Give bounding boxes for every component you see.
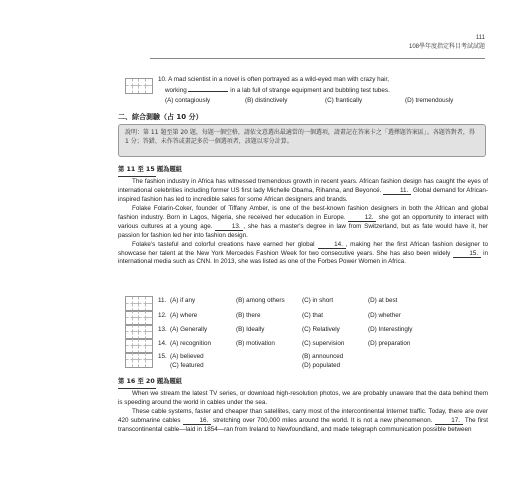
passage-paragraph: These cable systems, faster and cheaper than satellites, carry most of the intercontinental Internet traffic. Today, there are over 420 submarine cables 16. stretching over 700,000 miles around the world. It is not a new phenomenon. 17. The first transcontinental cable—laid in 1854—ran from Ireland to Newfoundland, and made telegraph communication possible between: [118, 407, 489, 433]
q11-option-d: (D) at best: [368, 297, 398, 304]
q12-option-a: (A) where: [170, 312, 198, 319]
passage-paragraph: When we stream the latest TV series, or download high-resolution photos, we are probably unaware that the data behind them is speeding around the world in cables under the sea.: [118, 390, 488, 406]
q14-option-a: (A) recognition: [170, 340, 211, 347]
q12-number: 12.: [158, 312, 167, 319]
q14-number: 14.: [158, 340, 167, 347]
q15-options-row2: [170, 362, 500, 371]
instructions-box: 說明：第 11 題至第 20 題，每題一個空格，請依文意選出最適當的一個選項，請畫記在答案卡之「選擇題答案區」。各題答對者，得 1 分；答錯、未作答或畫記多於一個選項者，該題以零分計算。: [118, 124, 486, 157]
q13-option-c: (C) Relatively: [302, 326, 340, 333]
blank-14: 14.: [318, 241, 346, 250]
page-header: [355, 35, 485, 52]
q11-option-b: (B) among others: [236, 297, 285, 304]
q15-number: 15.: [158, 353, 167, 360]
q11-option-a: (A) if any: [170, 297, 196, 304]
blank-12: 12.: [348, 214, 376, 223]
passage-11-15: [118, 178, 488, 267]
q13-option-d: (D) Interestingly: [368, 326, 413, 333]
answer-box: [125, 78, 153, 94]
q10-text-before: working: [165, 86, 187, 94]
blank-15: 15.: [453, 250, 481, 259]
q11-option-c: (C) in short: [302, 297, 334, 304]
q10-text-after: in a lab full of strange equipment and bubbling test tubes.: [230, 86, 390, 94]
q13-option-a: (A) Generally: [170, 326, 208, 333]
section-title: 二、綜合測驗（占 10 分）: [118, 113, 203, 121]
blank-17: 17.: [435, 417, 463, 426]
q10-lead: 10. A mad scientist in a novel is often portrayed as a wild-eyed man with crazy hair,: [158, 76, 390, 83]
group-title-16-20: 第 16 至 20 題為題組: [118, 378, 182, 389]
q14-option-b: (B) motivation: [236, 340, 275, 347]
q10-blank: [188, 85, 228, 92]
q10-option-d: (D) tremendously: [405, 96, 454, 104]
q12-options: [170, 312, 500, 321]
q10-option-a: (A) contagiously: [165, 96, 211, 104]
page-number: 111: [475, 35, 485, 41]
q12-option-c: (C) that: [302, 312, 323, 319]
q11-options: [170, 297, 500, 306]
q10-option-b: (B) distinctively: [245, 96, 288, 104]
blank-16: 16.: [183, 417, 211, 426]
q14-options: [170, 340, 500, 349]
blank-11: 11.: [383, 187, 411, 196]
answer-box: [125, 352, 153, 368]
group-title-11-15: 第 11 至 15 題為題組: [118, 166, 182, 177]
q12-option-b: (B) there: [236, 312, 261, 319]
passage-16-20: [118, 390, 488, 435]
exam-title: 108學年度指定科目考試試題: [408, 44, 485, 50]
q13-option-b: (B) Ideally: [236, 326, 265, 333]
q10-stem: [158, 76, 488, 96]
blank-13: 13.: [215, 223, 243, 232]
q10-option-c: (C) frantically: [325, 96, 363, 104]
q10-options: [165, 97, 488, 106]
q13-number: 13.: [158, 326, 167, 333]
q13-options: [170, 326, 500, 335]
passage-paragraph: The fashion industry in Africa has witnessed tremendous growth in recent years. African fashion design has caught the eyes of international celebrities including former US first lady Michelle Obama, Rihanna, and Beyoncé. 11. Global demand for African-inspired fashion has led to incredible sales for some African designers and brands.: [118, 178, 488, 203]
header-divider: [150, 58, 485, 59]
q14-option-d: (D) preparation: [368, 340, 411, 347]
passage-paragraph: Folake's tasteful and colorful creations have earned her global 14. , making her the first African fashion designer to showcase her talent at the New York Mercedes Fashion Week for two consecutive years. She has also been widely 15. in international media such as CNN. In 2013, she was listed as one of the Forbes Power Women in Africa.: [118, 240, 488, 266]
q15-options-row1: [170, 353, 500, 362]
q11-number: 11.: [158, 297, 167, 304]
q14-option-c: (C) supervision: [302, 340, 345, 347]
passage-paragraph: Folake Folarin-Coker, founder of Tiffany Amber, is one of the best-known fashion designers in both the African and global fashion industry. Born in Lagos, Nigeria, she received her education in Europe. 12. she got an opportunity to interact with various cultures at a young age. 13. , she has a master's degree in law from Switzerland, but as fate would have it, her passion for fashion led her into fashion design.: [118, 204, 488, 239]
question-10: [158, 76, 488, 106]
q15-option-a: (A) believed: [170, 353, 204, 360]
q15-option-d: (D) populated: [302, 362, 341, 369]
q15-option-b: (B) announced: [302, 353, 344, 360]
q15-option-c: (C) featured: [170, 362, 204, 369]
q12-option-d: (D) whether: [368, 312, 401, 319]
